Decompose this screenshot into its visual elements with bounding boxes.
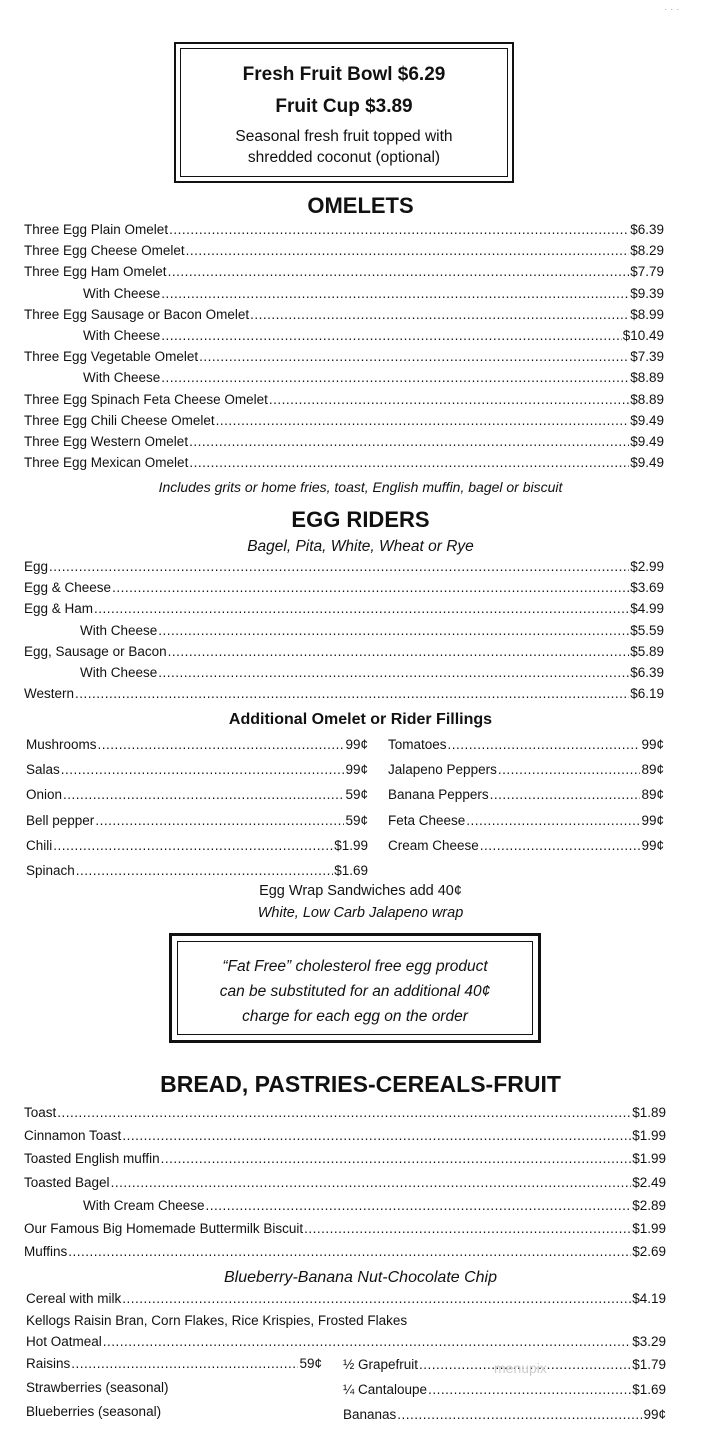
dot-leader — [428, 1382, 631, 1397]
dot-leader — [498, 762, 641, 777]
dot-leader — [63, 787, 344, 802]
dot-leader — [158, 665, 629, 680]
rider-item-name: Western — [24, 686, 75, 702]
filling-item-price: 99¢ — [641, 837, 664, 853]
omelet-item-price: $7.39 — [630, 349, 664, 365]
fruit-item-name: Bananas — [343, 1407, 397, 1422]
bread-item-row — [24, 1151, 666, 1171]
bread-heading: BREAD, PASTRIES-CEREALS-FRUIT — [160, 1071, 561, 1097]
filling-item-row — [26, 787, 368, 807]
fruit-item-price: 99¢ — [643, 1407, 666, 1422]
fruit-bowl-box — [174, 42, 514, 183]
bread-item-name: Toasted English muffin — [24, 1151, 160, 1167]
filling-item-name: Feta Cheese — [388, 812, 466, 828]
bread-item-name: Toasted Bagel — [24, 1174, 110, 1190]
filling-item-row — [388, 737, 664, 757]
cereal-price: $4.19 — [632, 1291, 666, 1306]
fruit-item-name: Blueberries (seasonal) — [26, 1403, 162, 1419]
rider-item-price: $6.19 — [630, 686, 664, 702]
bread-item-row — [24, 1221, 666, 1241]
dot-leader — [168, 644, 630, 659]
rider-item-name: Egg & Cheese — [24, 580, 112, 596]
omelet-item-name: Three Egg Western Omelet — [24, 434, 189, 449]
dot-leader — [95, 813, 344, 828]
wrap-note: Egg Wrap Sandwiches add 40¢ — [259, 883, 462, 899]
filling-item-row — [388, 838, 664, 858]
rider-item-price: $6.39 — [630, 665, 664, 680]
filling-item-row — [26, 762, 368, 782]
omelet-item-row — [24, 349, 664, 369]
dot-leader — [269, 392, 629, 407]
filling-item-price: 99¢ — [345, 762, 368, 778]
oatmeal-price: $3.29 — [632, 1334, 666, 1349]
filling-item-name: Banana Peppers — [388, 787, 489, 803]
omelet-item-name: Three Egg Spinach Feta Cheese Omelet — [24, 391, 268, 407]
omelet-item-name: Three Egg Ham Omelet — [24, 264, 167, 280]
bread-item-price: $1.89 — [632, 1105, 666, 1120]
dot-leader — [161, 370, 629, 385]
dot-leader — [186, 243, 630, 258]
omelet-item-name: With Cheese — [83, 285, 161, 301]
rider-item-row — [24, 644, 664, 664]
fruit-description-line2: shredded coconut (optional) — [247, 149, 441, 166]
dot-leader — [75, 686, 629, 701]
omelets-note: Includes grits or home fries, toast, English muffin, bagel or biscuit — [158, 479, 563, 495]
rider-item-row — [24, 686, 664, 706]
rider-item-price: $2.99 — [630, 559, 664, 574]
omelet-item-price: $8.99 — [630, 306, 664, 322]
filling-item-price: 89¢ — [641, 787, 664, 803]
omelet-item-row — [24, 392, 664, 412]
rider-item-name: Egg — [24, 559, 49, 574]
bread-item-row — [83, 1198, 666, 1218]
dot-leader — [61, 762, 345, 777]
dot-leader — [480, 838, 641, 853]
bread-item-name: Toast — [24, 1105, 57, 1120]
cereal-row — [26, 1291, 666, 1311]
fruit-item-price: $1.79 — [632, 1357, 666, 1372]
rider-item-name: With Cheese — [80, 665, 158, 680]
filling-item-name: Tomatoes — [388, 737, 447, 752]
filling-item-price: 59¢ — [345, 812, 368, 828]
filling-item-row — [26, 863, 368, 883]
dot-leader — [168, 264, 630, 279]
omelet-item-price: $7.79 — [630, 264, 664, 280]
bread-item-name: Our Famous Big Homemade Buttermilk Biscuit — [24, 1221, 304, 1236]
dot-leader — [68, 1244, 631, 1259]
dot-leader — [161, 286, 629, 301]
omelet-item-price: $10.49 — [622, 328, 664, 343]
filling-item-name: Jalapeno Peppers — [388, 762, 497, 778]
fruit-description — [176, 126, 512, 168]
omelet-item-row — [83, 286, 664, 306]
rider-item-row — [24, 559, 664, 579]
omelet-item-row — [24, 413, 664, 433]
dot-leader — [216, 413, 630, 428]
dot-leader — [161, 1151, 632, 1166]
filling-item-row — [26, 737, 368, 757]
fat-free-line2: can be substituted for an additional 40¢ — [219, 983, 491, 1000]
dot-leader — [304, 1221, 631, 1236]
dot-leader — [71, 1356, 298, 1371]
dot-leader — [98, 737, 345, 752]
rider-item-price: $4.99 — [630, 601, 664, 617]
rider-item-name: With Cheese — [80, 622, 158, 638]
filling-item-name: Chili — [26, 837, 53, 853]
dot-leader — [397, 1407, 642, 1422]
fruit-cup-price: Fruit Cup $3.89 — [275, 96, 413, 117]
bread-item-name: Cinnamon Toast — [24, 1128, 122, 1144]
omelet-item-name: Three Egg Plain Omelet — [24, 222, 169, 237]
bread-item-price: $2.49 — [632, 1174, 666, 1190]
dot-leader — [112, 580, 629, 595]
rider-item-price: $5.89 — [630, 643, 664, 659]
omelet-item-row — [24, 264, 664, 284]
bread-item-price: $1.99 — [632, 1151, 666, 1167]
dot-leader — [466, 813, 640, 828]
fruit-item-price: $1.69 — [632, 1382, 666, 1397]
fat-free-line1: “Fat Free” cholesterol free egg product — [222, 958, 488, 975]
omelets-heading: OMELETS — [307, 193, 414, 218]
fruit-item-row — [26, 1356, 322, 1376]
rider-item-price: $3.69 — [630, 580, 664, 596]
filling-item-row — [26, 813, 368, 833]
egg-riders-heading: EGG RIDERS — [291, 507, 430, 532]
fruit-item-row — [343, 1382, 666, 1402]
fruit-bowl-price: Fresh Fruit Bowl $6.29 — [242, 64, 446, 85]
fruit-item-name: Raisins — [26, 1356, 71, 1371]
omelet-item-name: Three Egg Mexican Omelet — [24, 455, 189, 471]
bread-item-price: $2.89 — [632, 1197, 666, 1213]
omelet-item-price: $9.49 — [630, 412, 664, 428]
omelet-item-name: With Cheese — [83, 328, 161, 343]
filling-item-price: $1.69 — [334, 863, 368, 878]
filling-item-price: 89¢ — [641, 762, 664, 778]
fat-free-box — [169, 933, 541, 1043]
omelet-item-row — [24, 222, 664, 242]
omelet-item-row — [24, 455, 664, 475]
filling-item-price: 59¢ — [345, 787, 368, 803]
muffin-flavors: Blueberry-Banana Nut-Chocolate Chip — [223, 1269, 498, 1286]
omelet-item-price: $9.39 — [630, 285, 664, 301]
dot-leader — [158, 623, 629, 638]
omelet-item-price: $8.89 — [630, 391, 664, 407]
bread-item-row — [24, 1128, 666, 1148]
rider-item-row — [24, 601, 664, 621]
bread-item-price: $1.99 — [632, 1128, 666, 1144]
fat-free-line3: charge for each egg on the order — [242, 1008, 468, 1025]
fruit-item-name: ¼ Cantaloupe — [343, 1382, 428, 1397]
filling-item-row — [388, 787, 664, 807]
omelet-item-name: With Cheese — [83, 370, 161, 386]
omelet-item-name: Three Egg Chili Cheese Omelet — [24, 412, 215, 428]
dot-leader — [57, 1105, 631, 1120]
omelet-item-name: Three Egg Vegetable Omelet — [24, 349, 199, 365]
fruit-item-price: 59¢ — [299, 1356, 322, 1371]
oatmeal-name: Hot Oatmeal — [26, 1334, 102, 1349]
filling-item-price: 99¢ — [345, 737, 368, 752]
omelet-item-name: Three Egg Sausage or Bacon Omelet — [24, 306, 250, 322]
fruit-description-line1: Seasonal fresh fruit topped with — [235, 128, 453, 145]
rider-item-name: Egg, Sausage or Bacon — [24, 643, 167, 659]
dot-leader — [103, 1334, 631, 1349]
dot-leader — [250, 307, 629, 322]
filling-item-row — [388, 762, 664, 782]
dot-leader — [122, 1128, 631, 1143]
cereal-name: Cereal with milk — [26, 1291, 122, 1306]
dot-leader — [76, 863, 333, 878]
fruit-item-row — [343, 1407, 666, 1427]
omelet-item-price: $8.89 — [630, 370, 664, 386]
filling-item-name: Mushrooms — [26, 737, 97, 752]
bread-item-price: $1.99 — [632, 1221, 666, 1236]
dot-leader — [448, 737, 641, 752]
dot-leader — [206, 1198, 632, 1213]
omelet-item-price: $8.29 — [630, 243, 664, 259]
omelet-item-row — [24, 434, 664, 454]
dot-leader — [94, 601, 629, 616]
filling-item-price: 99¢ — [641, 812, 664, 828]
fat-free-text — [172, 954, 538, 1029]
omelet-item-name: Three Egg Cheese Omelet — [24, 243, 185, 259]
cereal-types: Kellogs Raisin Bran, Corn Flakes, Rice Krispies, Frosted Flakes — [26, 1313, 408, 1328]
omelet-item-price: $9.49 — [630, 434, 664, 449]
bread-item-price: $2.69 — [632, 1244, 666, 1260]
dot-leader — [53, 838, 333, 853]
dot-leader — [111, 1175, 632, 1190]
filling-item-row — [26, 838, 368, 858]
omelet-item-price: $6.39 — [630, 222, 664, 237]
filling-item-row — [388, 813, 664, 833]
fillings-heading: Additional Omelet or Rider Fillings — [228, 711, 493, 728]
fruit-item-name: ½ Grapefruit — [343, 1357, 419, 1372]
wrap-types: White, Low Carb Jalapeno wrap — [257, 905, 464, 921]
dot-leader — [161, 328, 621, 343]
dot-leader — [199, 349, 629, 364]
omelet-item-price: $9.49 — [630, 455, 664, 471]
omelet-item-row — [24, 307, 664, 327]
filling-item-price: $1.99 — [334, 837, 368, 853]
dot-leader — [189, 434, 629, 449]
bread-item-row — [24, 1244, 666, 1264]
rider-item-row — [80, 623, 664, 643]
filling-item-name: Salas — [26, 762, 60, 778]
dot-leader — [122, 1291, 631, 1306]
rider-item-row — [80, 665, 664, 685]
filling-item-name: Onion — [26, 787, 63, 803]
bread-item-name: With Cream Cheese — [83, 1197, 205, 1213]
watermark: menupix — [494, 1360, 547, 1376]
omelet-item-row — [83, 370, 664, 390]
egg-riders-subheading: Bagel, Pita, White, Wheat or Rye — [247, 538, 474, 555]
bread-item-name: Muffins — [24, 1244, 68, 1260]
rider-item-row — [24, 580, 664, 600]
dot-leader — [49, 559, 629, 574]
bread-item-row — [24, 1175, 666, 1195]
filling-item-price: 99¢ — [641, 737, 664, 752]
dot-leader — [169, 222, 629, 237]
dot-leader — [189, 455, 629, 470]
corner-marks: · · · — [664, 4, 680, 15]
fruit-item-name: Strawberries (seasonal) — [26, 1380, 169, 1395]
rider-item-price: $5.59 — [630, 622, 664, 638]
omelet-item-row — [24, 243, 664, 263]
filling-item-name: Spinach — [26, 863, 75, 878]
dot-leader — [490, 787, 641, 802]
omelet-item-row — [83, 328, 664, 348]
rider-item-name: Egg & Ham — [24, 601, 94, 617]
bread-item-row — [24, 1105, 666, 1125]
filling-item-name: Bell pepper — [26, 812, 95, 828]
oatmeal-row — [26, 1334, 666, 1354]
filling-item-name: Cream Cheese — [388, 837, 479, 853]
